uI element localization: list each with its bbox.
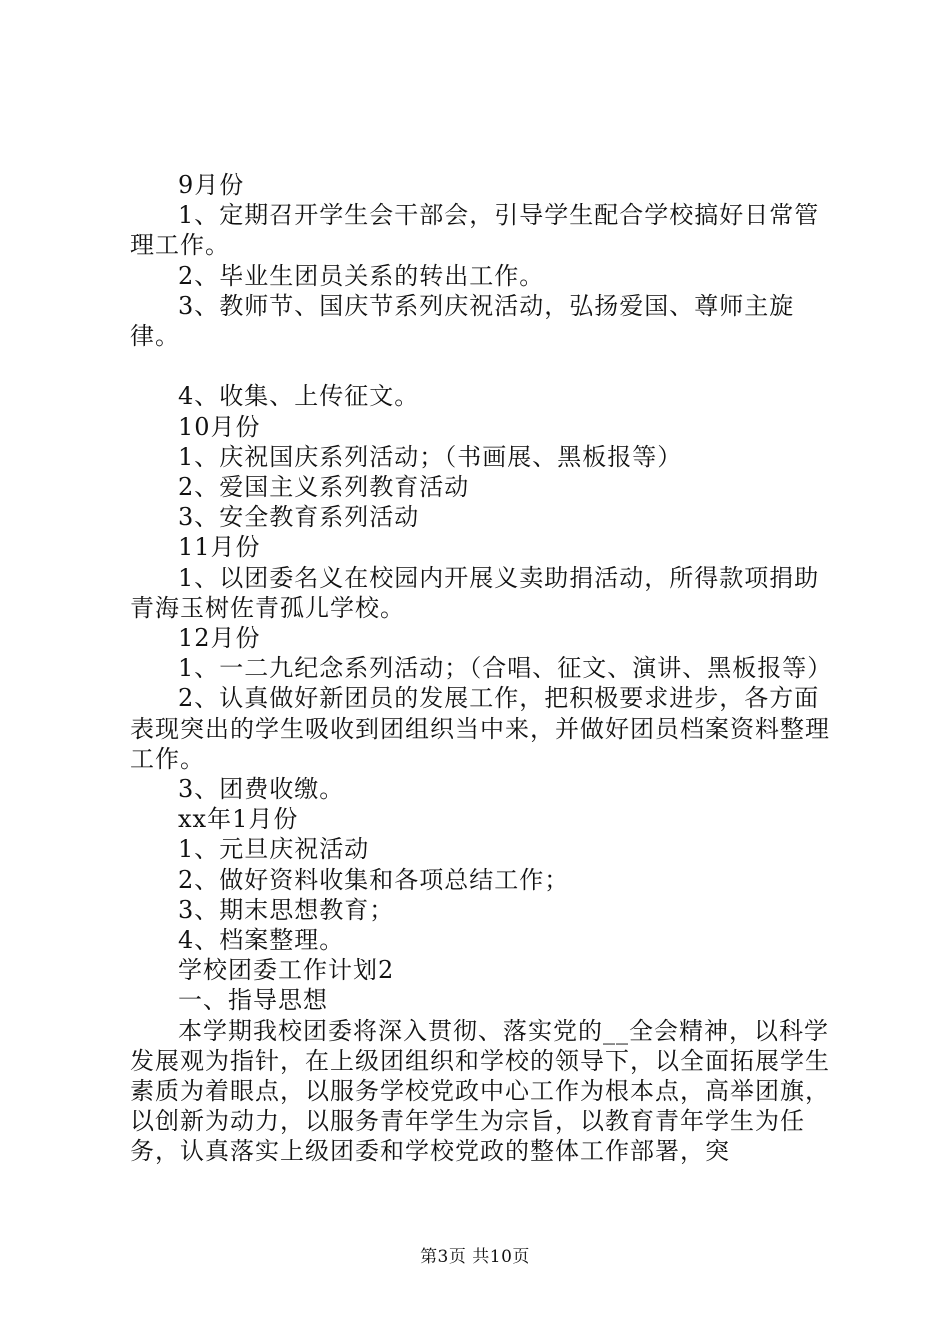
paragraph: 1、一二九纪念系列活动；（合唱、征文、演讲、黑板报等） [178,654,833,683]
paragraph: 3、安全教育系列活动 [178,503,420,532]
paragraph: 2、毕业生团员关系的转出工作。 [178,261,545,290]
paragraph: 2、做好资料收集和各项总结工作； [178,865,570,894]
paragraph: 1、元旦庆祝活动 [178,835,370,864]
paragraph: 2、爱国主义系列教育活动 [178,473,470,502]
section-title: 学校团委工作计划2 [178,956,395,985]
page-footer: 第3页 共10页 [420,1247,530,1267]
paragraph: 4、收集、上传征文。 [178,382,420,411]
paragraph: 1、庆祝国庆系列活动；（书画展、黑板报等） [178,442,683,471]
paragraph: 3、团费收缴。 [178,775,345,804]
month-heading-jan: xx年1月份 [178,805,299,834]
paragraph: 1、定期召开学生会干部会，引导学生配合学校搞好日常管理工作。 [130,201,820,260]
paragraph: 3、期末思想教育； [178,895,395,924]
month-heading-dec: 12月份 [178,624,261,653]
month-heading-nov: 11月份 [178,533,261,562]
paragraph: 2、认真做好新团员的发展工作，把积极要求进步，各方面表现突出的学生吸收到团组织当中来，并做好团员档案资料整理工作。 [130,684,830,773]
paragraph: 4、档案整理。 [178,926,345,955]
blank-line [130,351,830,381]
paragraph: 本学期我校团委将深入贯彻、落实党的__全会精神，以科学发展观为指针，在上级团组织和学校的领导下，以全面拓展学生素质为着眼点，以服务学校党政中心工作为根本点，高举团旗，以创新为动力，以服务青年学生为宗旨，以教育青年学生为任务，认真落实上级团委和学校党政的整体工作部署，突 [130,1016,830,1166]
paragraph: 1、以团委名义在校园内开展义卖助捐活动，所得款项捐助青海玉树佐青孤儿学校。 [130,563,820,622]
document-body [130,170,833,1167]
section-heading: 一、指导思想 [178,986,328,1015]
month-heading-oct: 10月份 [178,412,261,441]
month-heading-sep: 9月份 [178,171,245,199]
paragraph: 3、教师节、国庆节系列庆祝活动，弘扬爱国、尊师主旋律。 [130,291,795,351]
